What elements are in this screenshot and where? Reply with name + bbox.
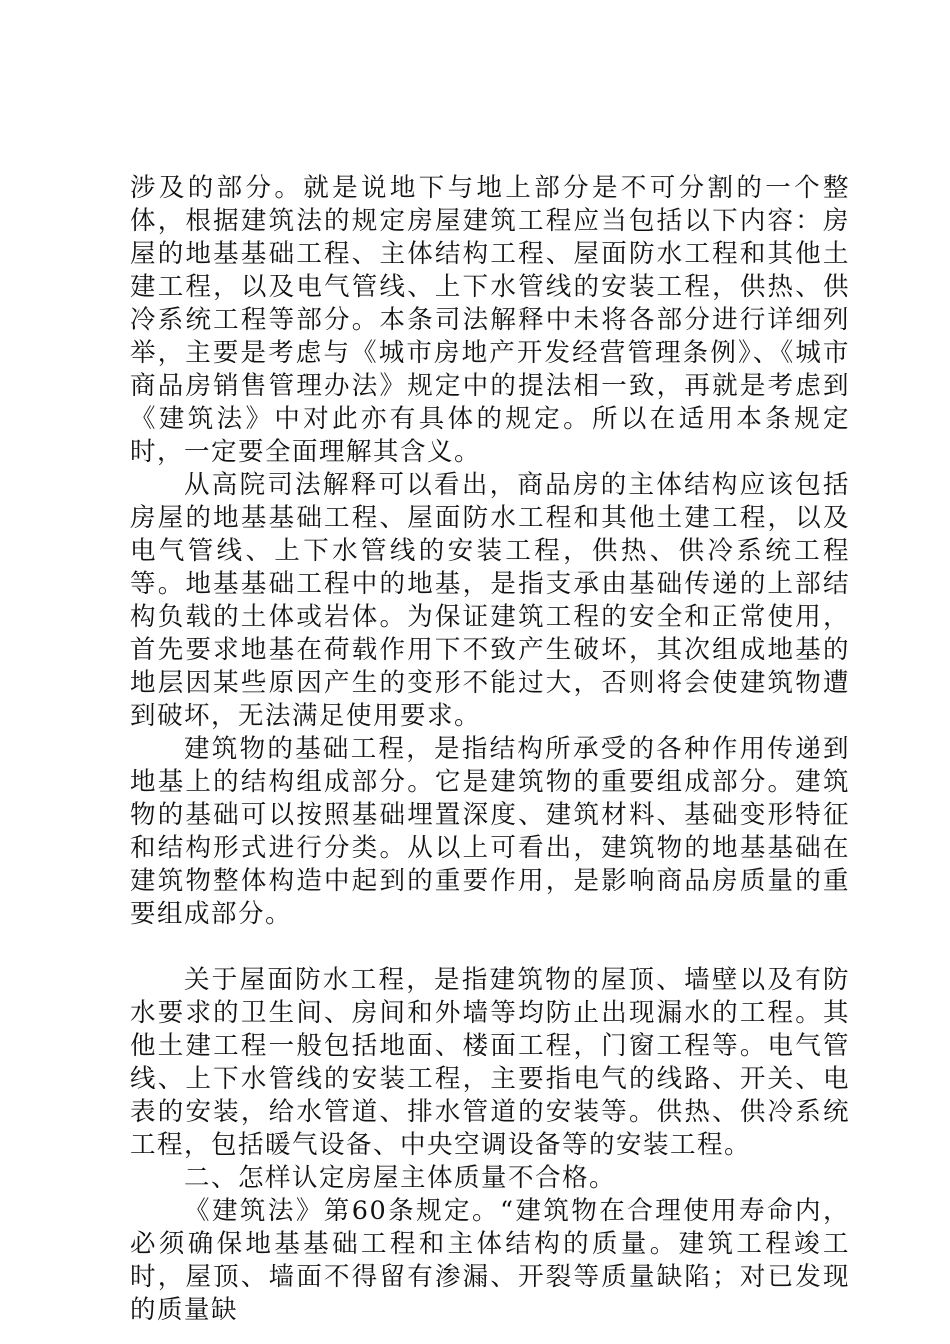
paragraph-building-law: 《建筑法》第60条规定。“建筑物在合理使用寿命内，必须确保地基基础工程和主体结构的质量。建筑工程竣工时，屋顶、墙面不得留有渗漏、开裂等质量缺陷；对已发现的质量缺 (130, 1196, 850, 1325)
paragraph-waterproofing: 关于屋面防水工程，是指建筑物的屋顶、墙壁以及有防水要求的卫生间、房间和外墙等均防止出现漏水的工程。其他土建工程一般包括地面、楼面工程，门窗工程等。电气管线、上下水管线的安装工程，主要指电气的线路、开关、电表的安装，给水管道、排水管道的安装等。供热、供冷系统工程，包括暖气设备、中央空调设备等的安装工程。 (130, 965, 850, 1160)
section-heading: 二、怎样认定房屋主体质量不合格。 (184, 1163, 617, 1193)
paragraph-main-structure: 从高院司法解释可以看出，商品房的主体结构应该包括房屋的地基基础工程、屋面防水工程和其他土建工程，以及电气管线、上下水管线的安装工程，供热、供冷系统工程等。地基基础工程中的地基，是指支承由基础传递的上部结构负载的土体或岩体。为保证建筑工程的安全和正常使用，首先要求地基在荷载作用下不致产生破坏，其次组成地基的地层因某些原因产生的变形不能过大，否则将会使建筑物遭到破坏，无法满足使用要求。 (130, 470, 850, 731)
paragraph-continuation: 涉及的部分。就是说地下与地上部分是不可分割的一个整体，根据建筑法的规定房屋建筑工程应当包括以下内容：房屋的地基基础工程、主体结构工程、屋面防水工程和其他土建工程，以及电气管线、上下水管线的安装工程，供热、供冷系统工程等部分。本条司法解释中未将各部分进行详细列举，主要是考虑与《城市房地产开发经营管理条例》、《城市商品房销售管理办法》规定中的提法相一致，再就是考虑到《建筑法》中对此亦有具体的规定。所以在适用本条规定时，一定要全面理解其含义。 (130, 173, 850, 467)
paragraph-foundation: 建筑物的基础工程，是指结构所承受的各种作用传递到地基上的结构组成部分。它是建筑物的重要组成部分。建筑物的基础可以按照基础埋置深度、建筑材料、基础变形特征和结构形式进行分类。从以上可看出，建筑物的地基基础在建筑物整体构造中起到的重要作用，是影响商品房质量的重要组成部分。 (130, 734, 850, 929)
document-body (130, 172, 850, 1327)
